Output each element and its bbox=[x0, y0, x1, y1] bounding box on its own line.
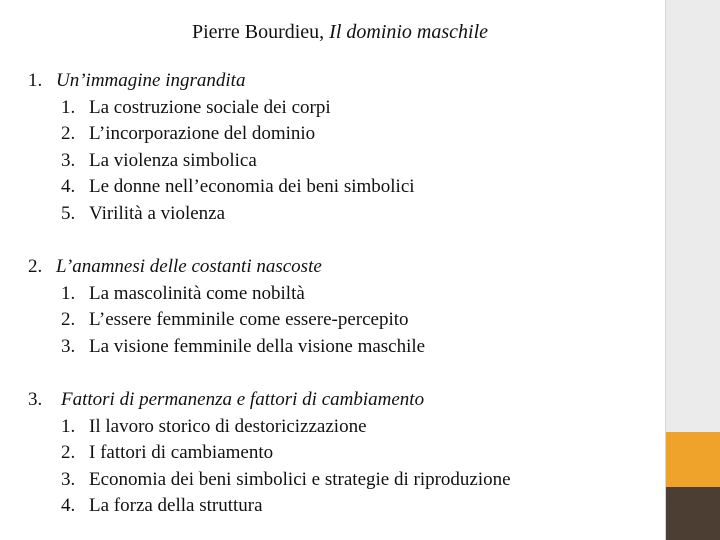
section-title: Fattori di permanenza e fattori di cambiamento bbox=[61, 389, 425, 410]
item-text: L’incorporazione del dominio bbox=[89, 123, 316, 144]
list-item bbox=[28, 148, 415, 175]
section-title: Un’immagine ingrandita bbox=[56, 70, 246, 91]
item-text: Virilità a violenza bbox=[89, 202, 226, 224]
list-item bbox=[28, 467, 511, 494]
item-text: L’essere femminile come essere-percepito bbox=[89, 309, 409, 330]
item-number: 2. bbox=[61, 309, 76, 330]
section-number: 1. bbox=[28, 70, 43, 91]
item-number: 3. bbox=[61, 149, 76, 171]
section-heading bbox=[28, 254, 425, 281]
item-text: La violenza simbolica bbox=[89, 149, 257, 171]
list-item bbox=[28, 174, 415, 201]
sidebar-dark-block bbox=[666, 487, 720, 540]
section-number: 3. bbox=[28, 389, 43, 410]
list-item bbox=[28, 334, 425, 361]
item-text: La visione femminile della visione maschile bbox=[89, 335, 426, 357]
list-item bbox=[28, 95, 415, 122]
item-text: La forza della struttura bbox=[89, 495, 263, 516]
list-item bbox=[28, 201, 415, 228]
item-text: Le donne nell’economia dei beni simbolici bbox=[89, 176, 415, 197]
title-work: Il dominio maschile bbox=[329, 21, 489, 43]
section-title: L’anamnesi delle costanti nascoste bbox=[56, 256, 322, 277]
item-number: 1. bbox=[61, 96, 76, 118]
list-item bbox=[28, 281, 425, 308]
item-number: 3. bbox=[61, 335, 76, 357]
item-text: I fattori di cambiamento bbox=[89, 442, 274, 463]
item-number: 2. bbox=[61, 123, 76, 144]
item-number: 1. bbox=[61, 415, 76, 437]
decorative-sidebar bbox=[666, 0, 720, 540]
list-item bbox=[28, 414, 511, 441]
item-text: Economia dei beni simbolici e strategie di riproduzione bbox=[89, 468, 511, 490]
sidebar-gray-block bbox=[666, 0, 720, 432]
item-number: 1. bbox=[61, 282, 76, 304]
item-text: La costruzione sociale dei corpi bbox=[89, 96, 331, 118]
section-2 bbox=[28, 254, 425, 360]
item-text: La mascolinità come nobiltà bbox=[89, 282, 305, 304]
item-number: 3. bbox=[61, 468, 76, 490]
sidebar-accent-block bbox=[666, 432, 720, 487]
item-number: 4. bbox=[61, 176, 76, 197]
list-item bbox=[28, 307, 425, 334]
section-1 bbox=[28, 68, 415, 227]
section-heading bbox=[28, 68, 415, 95]
item-number: 4. bbox=[61, 495, 76, 516]
section-heading bbox=[28, 387, 511, 414]
slide-title bbox=[0, 18, 680, 46]
section-number: 2. bbox=[28, 256, 43, 277]
item-number: 2. bbox=[61, 442, 76, 463]
title-author: Pierre Bourdieu, bbox=[191, 21, 325, 43]
item-text: Il lavoro storico di destoricizzazione bbox=[89, 415, 367, 437]
list-item bbox=[28, 440, 511, 467]
list-item bbox=[28, 493, 511, 520]
section-3 bbox=[28, 387, 511, 520]
item-number: 5. bbox=[61, 202, 76, 224]
list-item bbox=[28, 121, 415, 148]
